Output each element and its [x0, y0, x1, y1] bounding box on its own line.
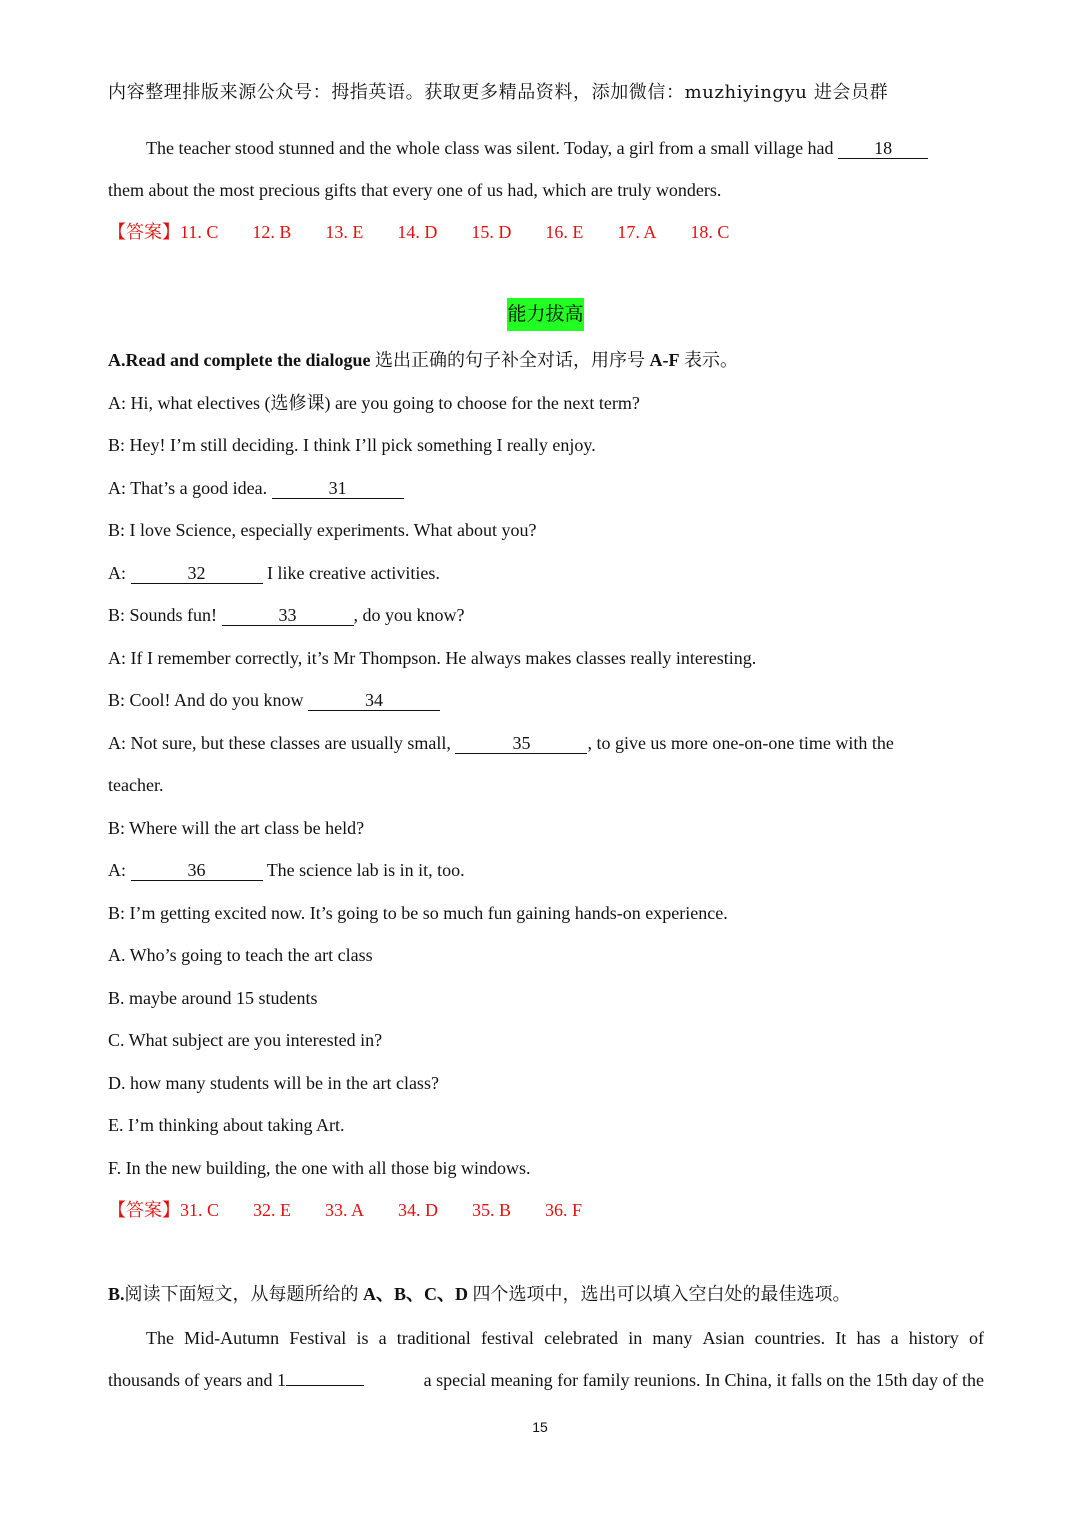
- option-a: A. Who’s going to teach the art class: [108, 945, 373, 965]
- passage-word: Mid-Autumn: [184, 1328, 280, 1348]
- answer-prefix: 【答案】: [108, 1200, 180, 1220]
- part-b-title: B.: [108, 1284, 125, 1304]
- option-f: F. In the new building, the one with all those big windows.: [108, 1158, 531, 1178]
- part-b-options: A、B、C、D: [363, 1284, 469, 1304]
- answer-item: 35. B: [472, 1200, 512, 1220]
- blank-1: [286, 1385, 364, 1386]
- answer-item: 31. C: [180, 1200, 220, 1220]
- part-b-instruction-end: 四个选项中，选出可以填入空白处的最佳选项。: [472, 1284, 851, 1305]
- answer-item: 18. C: [690, 222, 730, 242]
- dialogue-line: B: I’m getting excited now. It’s going to be so much fun gaining hands-on experience.: [108, 903, 728, 923]
- blank-33: 33: [222, 605, 354, 626]
- passage-word: traditional: [396, 1328, 471, 1348]
- answer-item: 17. A: [617, 222, 657, 242]
- story-line-2: them about the most precious gifts that every one of us had, which are truly wonders.: [108, 180, 722, 200]
- dialogue-text: A:: [108, 860, 126, 880]
- dialogue-text: B: Sounds fun!: [108, 605, 218, 625]
- passage-word: is: [356, 1328, 369, 1348]
- passage-word: celebrated: [544, 1328, 619, 1348]
- option-c: C. What subject are you interested in?: [108, 1030, 383, 1050]
- part-a-instruction: 选出正确的句子补全对话，用序号: [375, 350, 645, 371]
- passage-word: festival: [480, 1328, 534, 1348]
- blank-32: 32: [131, 563, 263, 584]
- answer-item: 34. D: [398, 1200, 439, 1220]
- dialogue-line: B: Where will the art class be held?: [108, 818, 365, 838]
- dialogue-line: B: Hey! I’m still deciding. I think I’ll pick something I really enjoy.: [108, 435, 596, 455]
- passage-word: many: [652, 1328, 693, 1348]
- dialogue-line: [108, 688, 440, 712]
- blank-34: 34: [308, 690, 440, 711]
- passage-word: countries.: [754, 1328, 826, 1348]
- section-badge: 能力拔高: [507, 298, 584, 331]
- passage-word: has: [856, 1328, 881, 1348]
- page-header: 内容整理排版来源公众号：拇指英语。获取更多精品资料，添加微信：muzhiyingyu 进会员群: [108, 82, 889, 103]
- dialogue-line: [108, 561, 440, 585]
- part-a-range: A-F: [649, 350, 680, 370]
- page-number: 15: [532, 1419, 548, 1435]
- passage-word: a: [378, 1328, 387, 1348]
- dialogue-line: [108, 858, 465, 882]
- dialogue-text: A: Not sure, but these classes are usually small,: [108, 733, 451, 753]
- dialogue-line: [108, 476, 404, 500]
- passage-word: It: [835, 1328, 847, 1348]
- answer-line-1: [108, 220, 729, 244]
- answer-item: 36. F: [545, 1200, 583, 1220]
- option-b: B. maybe around 15 students: [108, 988, 318, 1008]
- dialogue-text: The science lab is in it, too.: [266, 860, 465, 880]
- option-d: D. how many students will be in the art class?: [108, 1073, 439, 1093]
- part-a-instruction-end: 表示。: [684, 350, 738, 371]
- passage-text: thousands of years and 1: [108, 1370, 286, 1390]
- blank-35: 35: [455, 733, 587, 754]
- part-a-heading: [108, 348, 738, 373]
- dialogue-line: A: If I remember correctly, it’s Mr Thompson. He always makes classes really interesting.: [108, 648, 757, 668]
- dialogue-line: A: Hi, what electives (选修课) are you going to choose for the next term?: [108, 393, 640, 413]
- passage-word: of: [968, 1328, 984, 1348]
- answer-item: 16. E: [545, 222, 584, 242]
- answer-prefix: 【答案】: [108, 222, 180, 242]
- passage-word: history: [908, 1328, 959, 1348]
- answer-item: 13. E: [325, 222, 364, 242]
- story-line-1: [146, 136, 928, 160]
- blank-36: 36: [131, 860, 263, 881]
- blank-18: 18: [838, 138, 928, 159]
- dialogue-text: B: Cool! And do you know: [108, 690, 304, 710]
- part-b-heading: [108, 1282, 851, 1307]
- passage-word: The: [146, 1328, 174, 1348]
- dialogue-line: [108, 603, 465, 627]
- answer-item: 32. E: [253, 1200, 292, 1220]
- dialogue-text: A:: [108, 563, 126, 583]
- part-b-instruction: 阅读下面短文，从每题所给的: [124, 1284, 359, 1305]
- story-text: The teacher stood stunned and the whole class was silent. Today, a girl from a small village had: [146, 138, 834, 158]
- dialogue-line: B: I love Science, especially experiments. What about you?: [108, 520, 537, 540]
- dialogue-line: [108, 731, 894, 755]
- passage-word: Festival: [289, 1328, 347, 1348]
- dialogue-text: A: That’s a good idea.: [108, 478, 268, 498]
- passage-line-1: [146, 1326, 984, 1350]
- answer-line-2: [108, 1198, 582, 1222]
- answer-item: 14. D: [397, 222, 438, 242]
- option-e: E. I’m thinking about taking Art.: [108, 1115, 345, 1135]
- answer-item: 12. B: [252, 222, 292, 242]
- passage-word: a: [890, 1328, 899, 1348]
- dialogue-text: I like creative activities.: [267, 563, 440, 583]
- blank-31: 31: [272, 478, 404, 499]
- passage-line-2: [108, 1368, 984, 1392]
- answer-item: 15. D: [471, 222, 512, 242]
- dialogue-text: , do you know?: [353, 605, 465, 625]
- part-a-title: A.Read and complete the dialogue: [108, 350, 371, 370]
- passage-word: in: [628, 1328, 643, 1348]
- passage-word: Asian: [702, 1328, 745, 1348]
- passage-text: [108, 1368, 364, 1392]
- passage-text: a special meaning for family reunions. In China, it falls on the 15th day of the: [423, 1370, 984, 1390]
- answer-item: 11. C: [180, 222, 219, 242]
- dialogue-line: teacher.: [108, 775, 164, 795]
- answer-item: 33. A: [325, 1200, 365, 1220]
- dialogue-text: , to give us more one-on-one time with the: [587, 733, 894, 753]
